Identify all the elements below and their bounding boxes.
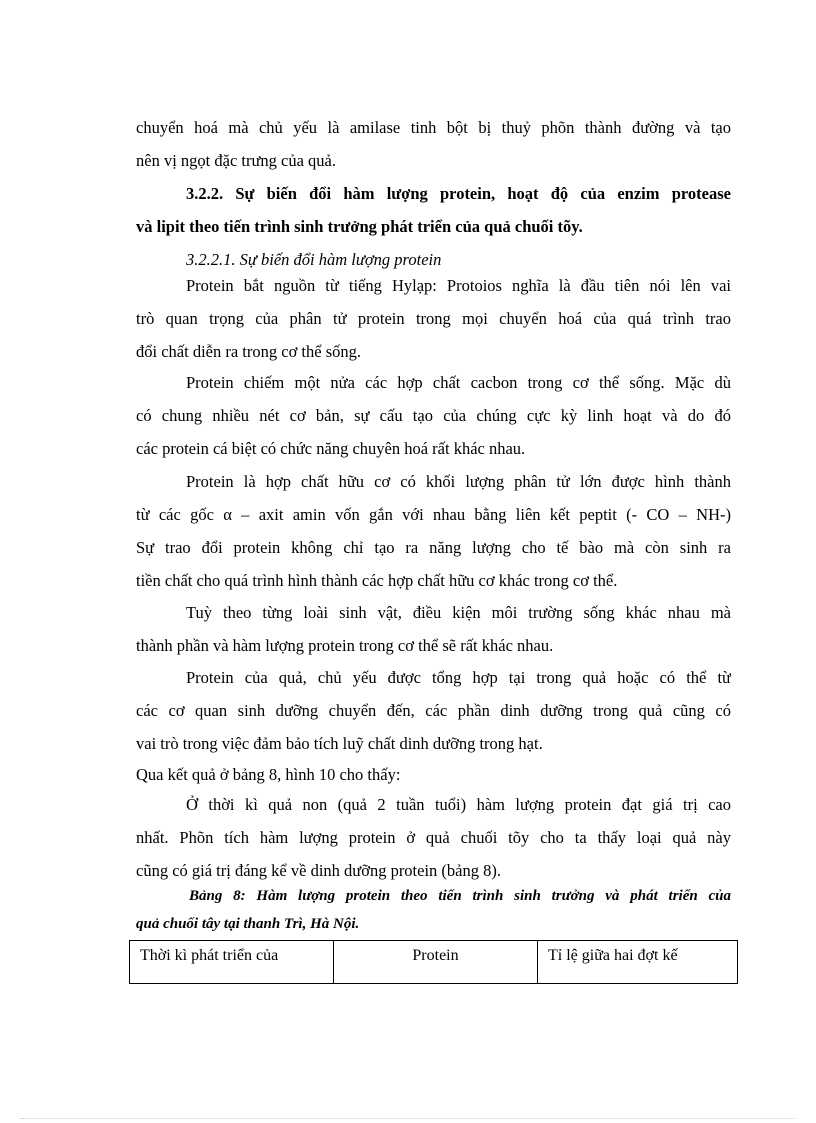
section-heading bbox=[136, 177, 731, 243]
text-line: chuyển hoá mà chủ yếu là amilase tinh bột bị thuỷ phõn thành đường và tạo bbox=[136, 118, 731, 137]
paragraph: Protein bắt nguồn từ tiếng Hylạp: Protoios nghĩa là đầu tiên nói lên vai trò quan trọng của phân tử protein trong mọi chuyển hoá của quá trình trao đổi chất diễn ra trong cơ thể sống. bbox=[136, 276, 731, 361]
table-header-cell: Tỉ lệ giữa hai đợt kế bbox=[538, 941, 738, 984]
heading-line: và lipit theo tiến trình sinh trưởng phát triển của quả chuối tõy. bbox=[136, 217, 583, 236]
subsection-heading: 3.2.2.1. Sự biến đổi hàm lượng protein bbox=[186, 250, 442, 269]
table-header-row bbox=[130, 941, 738, 984]
paragraph: Protein chiếm một nửa các hợp chất cacbon trong cơ thể sống. Mặc dù có chung nhiều nét cơ bản, sự cấu tạo của chúng cực kỳ linh hoạt và do đó các protein cá biệt có chức năng chuyên hoá rất khác nhau. bbox=[136, 373, 731, 458]
paragraph: Qua kết quả ở bảng 8, hình 10 cho thấy: bbox=[136, 765, 401, 784]
heading-line: 3.2.2. Sự biến đổi hàm lượng protein, hoạt độ của enzim protease bbox=[186, 184, 731, 203]
paragraph: Protein là hợp chất hữu cơ có khối lượng phân tử lớn được hình thành từ các gốc α – axit amin vốn gắn với nhau bằng liên kết peptit (- CO – NH-) Sự trao đổi protein không chỉ tạo ra năng lượng cho tế bào mà còn sinh ra tiền chất cho quá trình hình thành các hợp chất hữu cơ khác trong cơ thể. bbox=[136, 472, 731, 590]
paragraph-intro bbox=[136, 111, 731, 177]
table-header-cell: Thời kì phát triển của bbox=[130, 941, 334, 984]
paragraph: Ở thời kì quả non (quả 2 tuần tuổi) hàm lượng protein đạt giá trị cao nhất. Phõn tích hàm lượng protein ở quả chuối tõy cho ta thấy loại quả này cũng có giá trị đáng kể về dinh dưỡng protein (bảng 8). bbox=[136, 795, 731, 880]
paragraph: Tuỳ theo từng loài sinh vật, điều kiện môi trường sống khác nhau mà thành phần và hàm lượng protein trong cơ thể sẽ rất khác nhau. bbox=[136, 603, 731, 655]
page-divider bbox=[20, 1118, 796, 1119]
table-caption: Bảng 8: Hàm lượng protein theo tiến trình sinh trưởng và phát triển của quả chuối tây tại thanh Trì, Hà Nội. bbox=[136, 888, 731, 932]
protein-table bbox=[129, 940, 738, 984]
paragraph: Protein của quả, chủ yếu được tổng hợp tại trong quả hoặc có thể từ các cơ quan sinh dưỡng chuyển đến, các phần dinh dưỡng trong quả cũng có vai trò trong việc đảm bảo tích luỹ chất dinh dưỡng trong hạt. bbox=[136, 668, 731, 753]
table-header-cell: Protein bbox=[334, 941, 538, 984]
text-line: nên vị ngọt đặc trưng của quả. bbox=[136, 151, 337, 170]
